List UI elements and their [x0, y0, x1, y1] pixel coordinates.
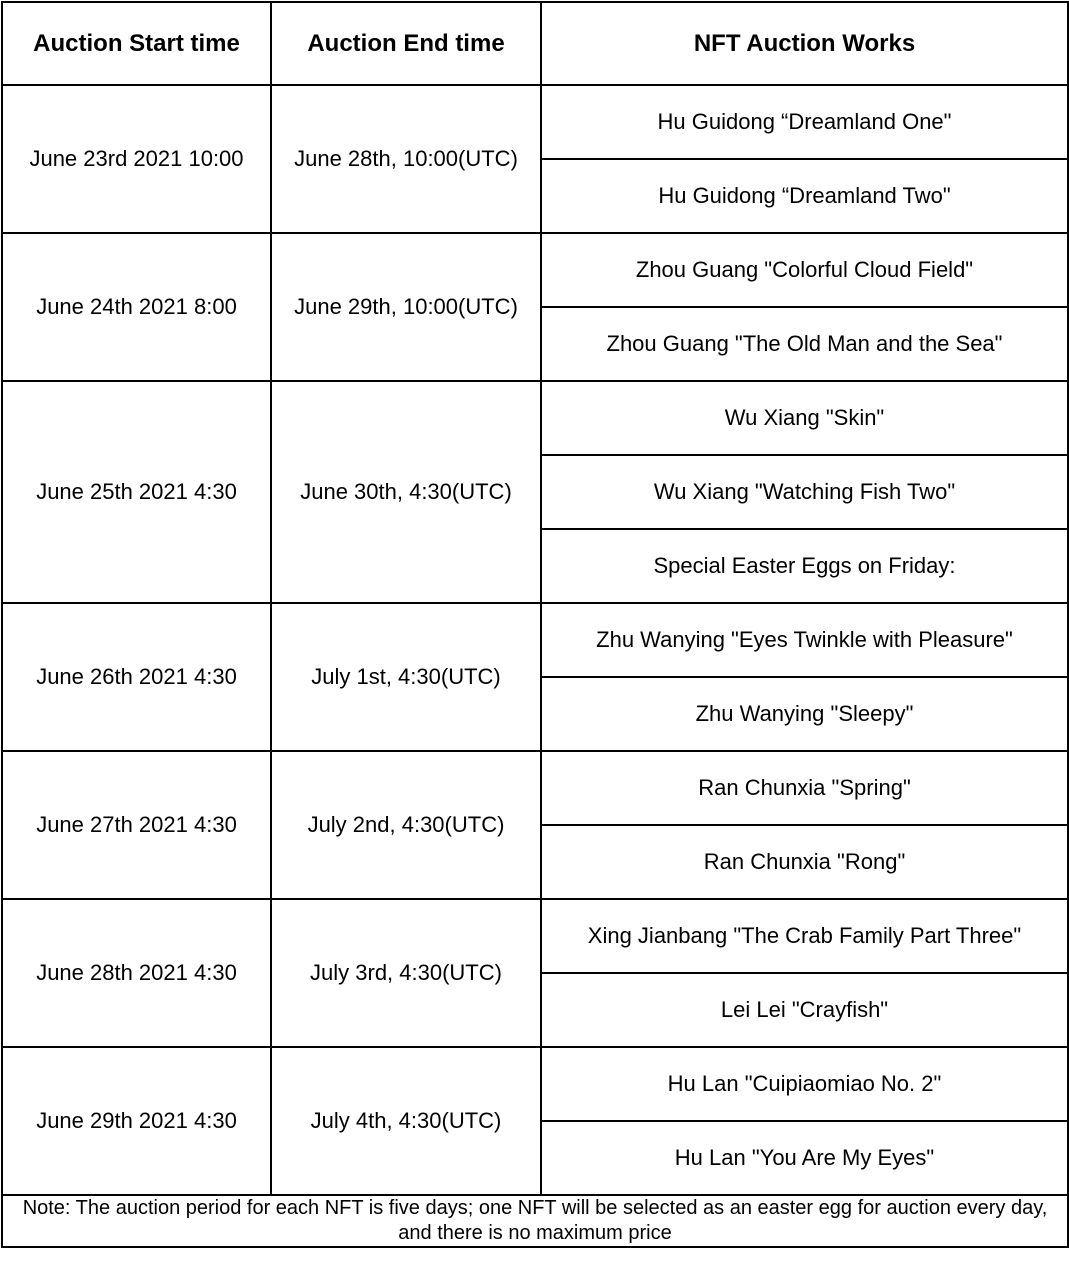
- header-start-time: Auction Start time: [2, 2, 271, 85]
- table-row: [2, 233, 1068, 307]
- work-cell: Ran Chunxia "Rong": [541, 825, 1068, 899]
- work-cell: Zhou Guang "Colorful Cloud Field": [541, 233, 1068, 307]
- work-cell: Hu Lan "Cuipiaomiao No. 2": [541, 1047, 1068, 1121]
- start-time-cell: June 27th 2021 4:30: [2, 751, 271, 899]
- work-cell: Lei Lei "Crayfish": [541, 973, 1068, 1047]
- end-time-cell: July 4th, 4:30(UTC): [271, 1047, 541, 1195]
- table-row: [2, 603, 1068, 677]
- auction-note: Note: The auction period for each NFT is five days; one NFT will be selected as an easter egg for auction every day, and there is no maximum price: [2, 1195, 1068, 1247]
- work-cell: Wu Xiang "Watching Fish Two": [541, 455, 1068, 529]
- work-cell: Hu Guidong “Dreamland One": [541, 85, 1068, 159]
- auction-table: [1, 1, 1069, 1248]
- work-cell: Special Easter Eggs on Friday:: [541, 529, 1068, 603]
- header-row: [2, 2, 1068, 85]
- start-time-cell: June 25th 2021 4:30: [2, 381, 271, 603]
- header-end-time: Auction End time: [271, 2, 541, 85]
- work-cell: Zhou Guang "The Old Man and the Sea": [541, 307, 1068, 381]
- start-time-cell: June 26th 2021 4:30: [2, 603, 271, 751]
- work-cell: Hu Guidong “Dreamland Two": [541, 159, 1068, 233]
- table-row: [2, 381, 1068, 455]
- end-time-cell: July 2nd, 4:30(UTC): [271, 751, 541, 899]
- table-row: [2, 751, 1068, 825]
- header-works: NFT Auction Works: [541, 2, 1068, 85]
- work-cell: Hu Lan "You Are My Eyes": [541, 1121, 1068, 1195]
- end-time-cell: June 30th, 4:30(UTC): [271, 381, 541, 603]
- end-time-cell: June 29th, 10:00(UTC): [271, 233, 541, 381]
- auction-schedule: [1, 1, 1067, 1278]
- end-time-cell: July 1st, 4:30(UTC): [271, 603, 541, 751]
- start-time-cell: June 23rd 2021 10:00: [2, 85, 271, 233]
- note-row: [2, 1195, 1068, 1247]
- work-cell: Zhu Wanying "Sleepy": [541, 677, 1068, 751]
- table-row: [2, 85, 1068, 159]
- work-cell: Ran Chunxia "Spring": [541, 751, 1068, 825]
- start-time-cell: June 24th 2021 8:00: [2, 233, 271, 381]
- end-time-cell: July 3rd, 4:30(UTC): [271, 899, 541, 1047]
- start-time-cell: June 28th 2021 4:30: [2, 899, 271, 1047]
- work-cell: Xing Jianbang "The Crab Family Part Three": [541, 899, 1068, 973]
- table-row: [2, 899, 1068, 973]
- table-row: [2, 1047, 1068, 1121]
- start-time-cell: June 29th 2021 4:30: [2, 1047, 271, 1195]
- work-cell: Wu Xiang "Skin": [541, 381, 1068, 455]
- work-cell: Zhu Wanying "Eyes Twinkle with Pleasure": [541, 603, 1068, 677]
- table-body: [2, 85, 1068, 1195]
- end-time-cell: June 28th, 10:00(UTC): [271, 85, 541, 233]
